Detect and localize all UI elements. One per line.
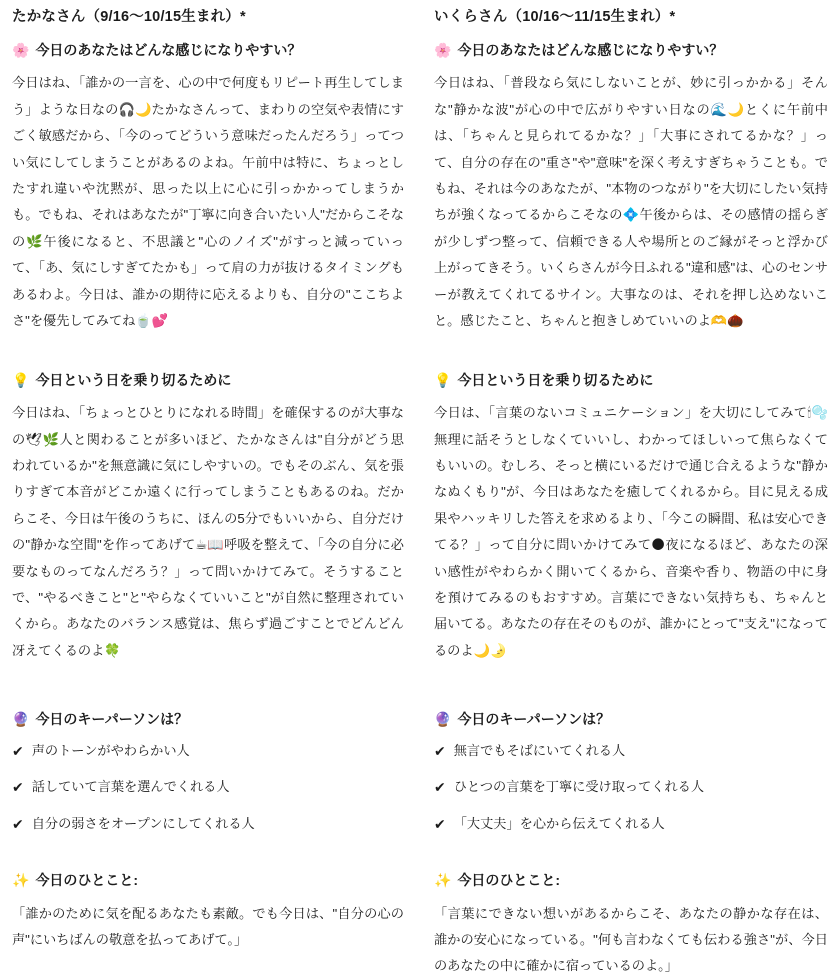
list-item xyxy=(12,813,404,835)
column-title-left: たかなさん（9/16〜10/15生まれ）* xyxy=(12,9,246,25)
section-heading-text: 今日のキーパーソンは？ xyxy=(457,711,611,728)
crystal-ball-icon: 🔮 xyxy=(434,711,452,728)
column-takana xyxy=(0,6,420,947)
section-heading-advice-left xyxy=(12,371,404,391)
section-heading-text: 今日のあなたはどんな感じになりやすい？ xyxy=(35,41,302,58)
crystal-ball-icon: 🔮 xyxy=(12,711,30,728)
section-heading-text: 今日のひとこと: xyxy=(35,871,139,888)
section-heading-keyperson-left xyxy=(12,710,404,730)
section-advice-right xyxy=(434,371,828,665)
section-heading-oneword-right xyxy=(434,871,828,891)
section-heading-text: 今日のひとこと: xyxy=(457,871,561,888)
list-item xyxy=(434,813,828,835)
section-heading-today-mood-right xyxy=(434,41,828,61)
section-body-advice-left: 今日はね、「ちょっとひとりになれる時間」を確保するのが大事なの🕊🌿人と関わることが多いほど、たかなさんは"自分がどう思われているか"を無意識に気にしやすいの。でもそのぶん、気を張りすぎて本音がどこか遠くに行ってしまうこともあるのね。だからこそ、今日は午後のうちに、ほんの5分でもいいから、自分だけの"静かな空間"を作ってあげて☕📖呼吸を整えて、「今の自分に必要なものってなんだろう？」って問いかけてみて。そうすることで、"やるべきこと"と"やらなくていいこと"が自然に整理されていくから。あなたのバランス感覚は、焦らず過ごすことでどんどん冴えてくるのよ🍀 xyxy=(12,405,404,658)
list-item xyxy=(12,776,404,798)
check-icon: ✔ xyxy=(12,742,24,759)
check-icon: ✔ xyxy=(12,779,24,796)
section-heading-text: 今日のキーパーソンは？ xyxy=(35,711,189,728)
section-advice-left xyxy=(12,371,404,665)
check-icon: ✔ xyxy=(434,742,446,759)
list-item-label: ひとつの言葉を丁寧に受け取ってくれる人 xyxy=(453,779,705,795)
keyperson-list-left xyxy=(12,740,404,835)
section-body-today-mood-left: 今日はね、「誰かの一言を、心の中で何度もリピート再生してしまう」ような日なの🎧🌙たかなさんって、まわりの空気や表情にすごく敏感だから、「今のってどういう意味だったんだろう」ってつい気にしてしまうことがあるのよね。午前中は特に、ちょっとしたすれ違いや沈黙が、思った以上に心に引っかかってしまうかも。でもね、それはあなたが"丁寧に向き合いたい人"だからこそなの🌿午後になると、不思議と"心のノイズ"がすっと減っていって、「あ、気にしすぎてたかも」って肩の力が抜けるタイミングもあるわよ。今日は、誰かの期待に応えるよりも、自分の"ここちよさ"を優先してみてね🍵💕 xyxy=(12,75,404,329)
section-heading-oneword-left xyxy=(12,871,404,891)
lightbulb-icon: 💡 xyxy=(12,371,30,388)
section-today-mood-left xyxy=(12,41,404,335)
check-icon: ✔ xyxy=(12,815,24,832)
section-heading-advice-right xyxy=(434,371,828,391)
section-heading-keyperson-right xyxy=(434,710,828,730)
section-keyperson-left xyxy=(12,710,404,835)
list-item-label: 無言でもそばにいてくれる人 xyxy=(453,742,626,758)
section-today-mood-right xyxy=(434,41,828,335)
sparkles-icon: ✨ xyxy=(434,871,452,888)
sparkles-icon: ✨ xyxy=(12,871,30,888)
check-icon: ✔ xyxy=(434,779,446,796)
section-heading-text: 今日という日を乗り切るために xyxy=(35,371,232,388)
list-item-label: 「大丈夫」を心から伝えてくれる人 xyxy=(453,815,665,831)
list-item-label: 自分の弱さをオープンにしてくれる人 xyxy=(31,815,255,831)
cherry-blossom-icon: 🌸 xyxy=(12,41,30,58)
section-heading-text: 今日のあなたはどんな感じになりやすい？ xyxy=(457,41,724,58)
lightbulb-icon: 💡 xyxy=(434,371,452,388)
section-heading-text: 今日という日を乗り切るために xyxy=(457,371,654,388)
section-oneword-left xyxy=(12,871,404,953)
list-item xyxy=(434,740,828,762)
keyperson-list-right xyxy=(434,740,828,835)
section-quote-right: 「言葉にできない想いがあるからこそ、あなたの静かな存在は、誰かの安心になっている。"何も言わなくても伝わる強さ"が、今日のあなたの中に確かに宿っているのよ。」 xyxy=(434,905,828,974)
list-item-label: 声のトーンがやわらかい人 xyxy=(31,742,190,758)
section-body-advice-right: 今日は、「言葉のないコミュニケーション」を大切にしてみて🕯🫧無理に話そうとしなくていいし、わかってほしいって焦らなくてもいいの。むしろ、そっと横にいるだけで通じ合えるような"静かなぬくもり"が、今日はあなたを癒してくれるから。目に見える成果やハッキリした答えを求めるより、「今この瞬間、私は安心できてる？」って自分に問いかけてみて🌑夜になるほど、あなたの深い感性がやわらかく開いてくるから、音楽や香り、物語の中に身を預けてみるのもおすすめ。言葉にできない気持ちも、ちゃんと届いてる。あなたの存在そのものが、誰かにとって"支え"になってるのよ🌙🌛 xyxy=(434,405,828,658)
list-item xyxy=(434,776,828,798)
cherry-blossom-icon: 🌸 xyxy=(434,41,452,58)
column-ikura xyxy=(420,6,840,974)
section-body-today-mood-right: 今日はね、「普段なら気にしないことが、妙に引っかかる」そんな"静かな波"が心の中で広がりやすい日なの🌊🌙とくに午前中は、「ちゃんと見られてるかな？」「大事にされてるかな？」って、自分の存在の"重さ"や"意味"を深く考えすぎちゃうことも。でもね、それは今のあなたが、"本物のつながり"を大切にしたい気持ちが強くなってるからこそなの💠午後からは、その感情の揺らぎが少しずつ整って、信頼できる人や場所とのご縁がそっと浮かび上がってきそう。いくらさんが今日ふれる"違和感"は、心のセンサーが教えてくれてるサイン。大事なのは、それを押し込めないこと。感じたこと、ちゃんと抱きしめていいのよ🫶🌰 xyxy=(434,75,828,329)
section-heading-today-mood-left xyxy=(12,41,404,61)
section-oneword-right xyxy=(434,871,828,980)
column-title-right: いくらさん（10/16〜11/15生まれ）* xyxy=(434,9,676,25)
section-keyperson-right xyxy=(434,710,828,835)
list-item-label: 話していて言葉を選んでくれる人 xyxy=(31,779,230,795)
list-item xyxy=(12,740,404,762)
section-quote-left: 「誰かのために気を配るあなたも素敵。でも今日は、"自分の心の声"にいちばんの敬意を払ってあげて。」 xyxy=(12,905,404,947)
check-icon: ✔ xyxy=(434,815,446,832)
